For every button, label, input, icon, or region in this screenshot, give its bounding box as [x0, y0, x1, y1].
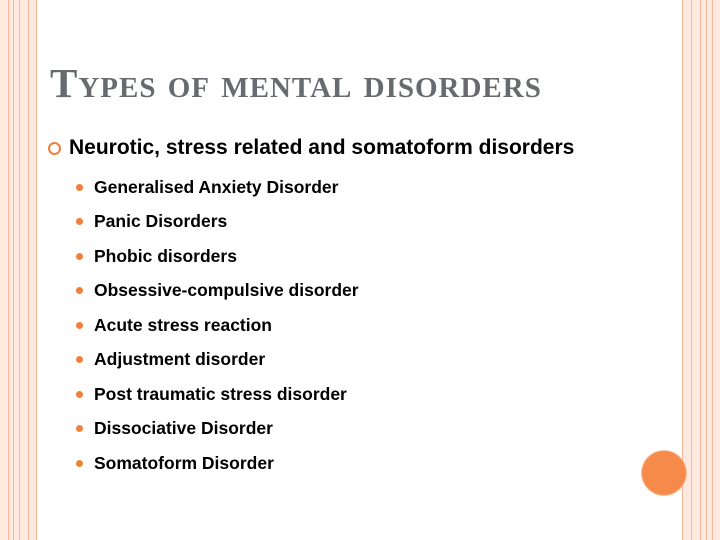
- sub-bullet-item: [76, 170, 359, 205]
- sub-bullet-text: Adjustment disorder: [94, 349, 266, 370]
- dot-bullet-icon: [76, 425, 83, 432]
- dot-bullet-icon: [76, 218, 83, 225]
- sub-bullet-item: [76, 274, 359, 309]
- dot-bullet-icon: [76, 253, 83, 260]
- main-bullet: [48, 134, 574, 162]
- sub-bullet-text: Generalised Anxiety Disorder: [94, 176, 339, 197]
- left-border-stripes: [0, 0, 37, 540]
- main-bullet-text: Neurotic, stress related and somatoform disorders: [69, 136, 575, 159]
- dot-bullet-icon: [76, 322, 83, 329]
- sub-bullet-text: Somatoform Disorder: [94, 452, 274, 473]
- dot-bullet-icon: [76, 391, 83, 398]
- sub-bullet-list: [76, 170, 359, 481]
- right-border-stripes: [682, 0, 720, 540]
- slide-title: Types of mental disorders: [50, 60, 542, 106]
- sub-bullet-item: [76, 205, 359, 240]
- sub-bullet-item: [76, 239, 359, 274]
- ring-bullet-icon: [48, 142, 61, 155]
- sub-bullet-item: [76, 446, 359, 481]
- sub-bullet-item: [76, 343, 359, 378]
- sub-bullet-item: [76, 308, 359, 343]
- sub-bullet-text: Phobic disorders: [94, 245, 237, 266]
- decorative-circle: [642, 451, 686, 495]
- sub-bullet-text: Acute stress reaction: [94, 314, 272, 335]
- sub-bullet-item: [76, 412, 359, 447]
- dot-bullet-icon: [76, 287, 83, 294]
- sub-bullet-text: Obsessive-compulsive disorder: [94, 280, 359, 301]
- sub-bullet-text: Post traumatic stress disorder: [94, 383, 347, 404]
- dot-bullet-icon: [76, 460, 83, 467]
- dot-bullet-icon: [76, 356, 83, 363]
- sub-bullet-text: Panic Disorders: [94, 211, 228, 232]
- sub-bullet-text: Dissociative Disorder: [94, 418, 273, 439]
- sub-bullet-item: [76, 377, 359, 412]
- dot-bullet-icon: [76, 184, 83, 191]
